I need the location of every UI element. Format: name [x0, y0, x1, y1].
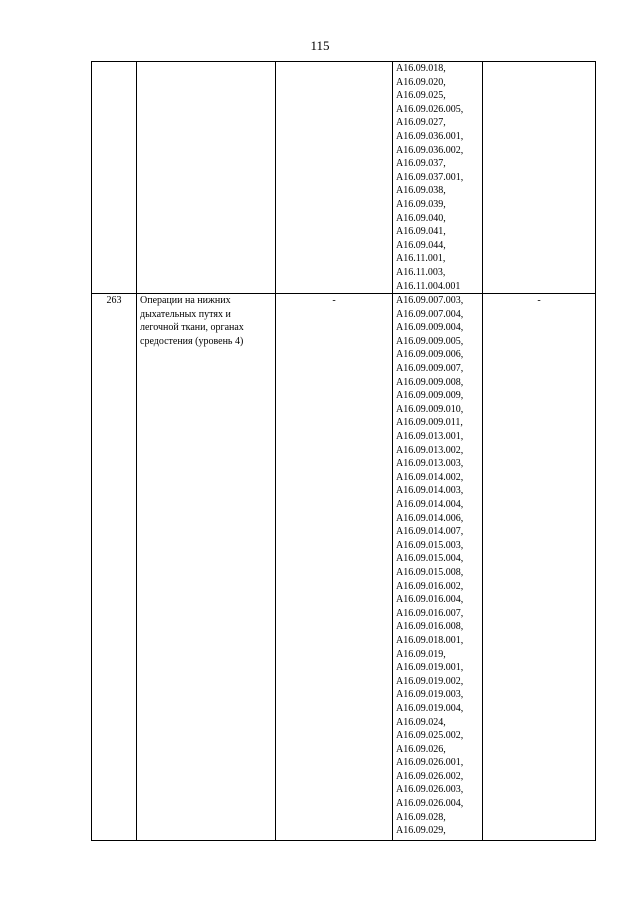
service-code: A16.09.026,	[396, 743, 446, 755]
service-code: A16.09.019.003,	[396, 689, 464, 701]
service-code: A16.09.013.001,	[396, 431, 464, 443]
codes-table	[91, 61, 596, 841]
service-code: A16.09.037.001,	[396, 171, 464, 183]
service-code: A16.09.025.002,	[396, 730, 464, 742]
service-code: A16.09.039,	[396, 198, 446, 210]
service-code: A16.09.036.002,	[396, 144, 464, 156]
service-code: A16.09.013.002,	[396, 444, 464, 456]
table-row	[92, 294, 596, 841]
service-code: A16.09.009.005,	[396, 335, 464, 347]
row-number-cell	[92, 62, 137, 294]
service-code: A16.09.044,	[396, 239, 446, 251]
service-code: A16.09.037,	[396, 158, 446, 170]
column-5-cell: -	[483, 294, 596, 841]
service-code: A16.09.019.002,	[396, 675, 464, 687]
service-code: A16.09.026.004,	[396, 798, 464, 810]
row-number-cell: 263	[92, 294, 137, 841]
column-5-cell	[483, 62, 596, 294]
service-code: A16.09.014.006,	[396, 512, 464, 524]
service-code: A16.09.015.008,	[396, 566, 464, 578]
service-code: A16.09.015.004,	[396, 553, 464, 565]
service-code: A16.09.026.003,	[396, 784, 464, 796]
service-code: A16.09.029,	[396, 825, 446, 837]
service-code: A16.09.026.001,	[396, 757, 464, 769]
service-code: A16.09.018.001,	[396, 634, 464, 646]
page-number: 115	[310, 38, 330, 53]
service-code: A16.09.009.011,	[396, 417, 463, 429]
group-name-cell	[137, 62, 276, 294]
service-code: A16.09.025,	[396, 90, 446, 102]
service-code: A16.09.014.007,	[396, 526, 464, 538]
service-code: A16.09.007.003,	[396, 295, 464, 307]
service-code: A16.09.009.006,	[396, 349, 464, 361]
service-code: A16.09.015.003,	[396, 539, 464, 551]
service-code: A16.09.041,	[396, 226, 446, 238]
service-code: A16.09.028,	[396, 811, 446, 823]
service-code: A16.09.016.008,	[396, 621, 464, 633]
service-code: A16.09.009.010,	[396, 403, 464, 415]
service-code: A16.09.007.004,	[396, 308, 464, 320]
service-code: A16.09.019.004,	[396, 702, 464, 714]
service-code: A16.09.019,	[396, 648, 446, 660]
service-code: A16.09.026.002,	[396, 770, 464, 782]
service-code: A16.09.027,	[396, 117, 446, 129]
service-code: A16.09.018,	[396, 63, 446, 74]
service-code: A16.09.009.009,	[396, 390, 464, 402]
service-codes-cell	[393, 294, 483, 841]
service-code: A16.09.016.004,	[396, 594, 464, 606]
service-code: A16.09.009.007,	[396, 363, 464, 375]
service-code: A16.09.020,	[396, 76, 446, 88]
service-code: A16.09.013.003,	[396, 458, 464, 470]
column-3-cell: -	[276, 294, 393, 841]
column-3-cell	[276, 62, 393, 294]
service-code: A16.11.004.001	[396, 280, 461, 292]
service-code: A16.11.001,	[396, 253, 446, 265]
service-code: A16.09.026.005,	[396, 103, 464, 115]
service-code: A16.09.038,	[396, 185, 446, 197]
service-code: A16.11.003,	[396, 266, 446, 278]
service-code: A16.09.014.002,	[396, 471, 464, 483]
service-codes-cell	[393, 62, 483, 294]
table-row	[92, 62, 596, 294]
service-code: A16.09.016.002,	[396, 580, 464, 592]
service-code: A16.09.016.007,	[396, 607, 464, 619]
service-code: A16.09.024,	[396, 716, 446, 728]
service-code: A16.09.040,	[396, 212, 446, 224]
service-code: A16.09.009.004,	[396, 322, 464, 334]
service-code: A16.09.014.003,	[396, 485, 464, 497]
group-name-cell: Операции на нижних дыхательных путях и легочной ткани, органах средостения (уровень 4)	[137, 294, 276, 841]
service-code: A16.09.009.008,	[396, 376, 464, 388]
service-code: A16.09.019.001,	[396, 662, 464, 674]
service-code: A16.09.036.001,	[396, 130, 464, 142]
service-code: A16.09.014.004,	[396, 499, 464, 510]
